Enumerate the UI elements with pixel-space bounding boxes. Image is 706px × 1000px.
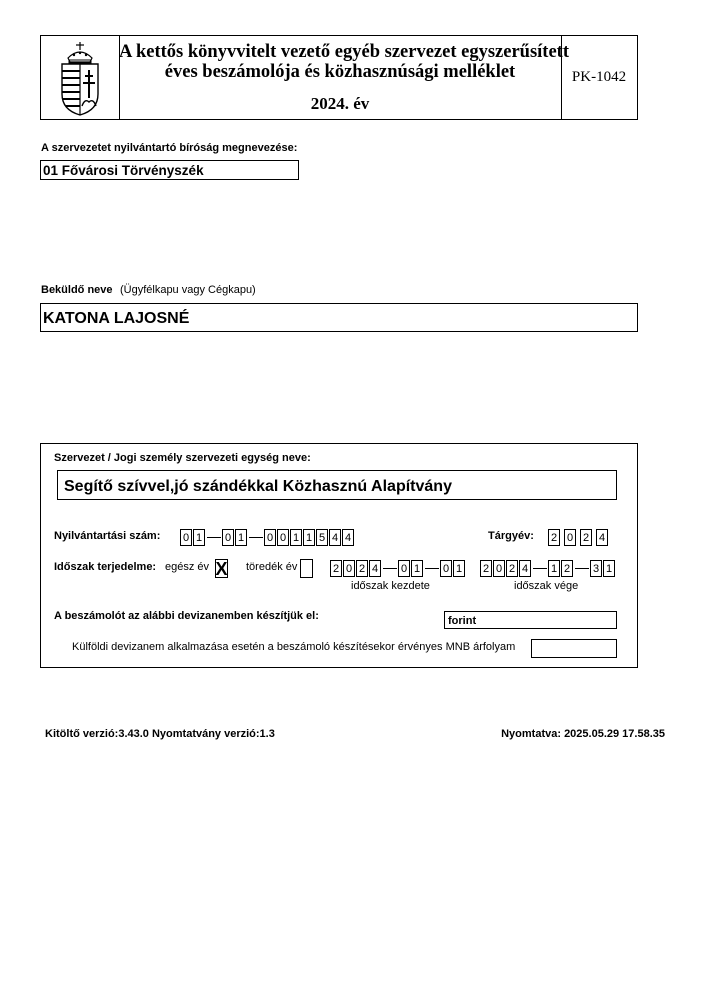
digit-box[interactable]: 1 bbox=[290, 529, 302, 546]
hungarian-coat-of-arms-icon bbox=[41, 36, 119, 119]
digit-box[interactable]: 0 bbox=[564, 529, 576, 546]
digit-separator bbox=[383, 568, 397, 569]
form-header bbox=[40, 35, 638, 120]
digit-box[interactable]: 0 bbox=[277, 529, 289, 546]
crest-cell bbox=[41, 36, 120, 119]
title-line-1: A kettős könyvvitelt vezető egyéb szervezet egyszerűsített bbox=[119, 42, 569, 62]
year-digits[interactable] bbox=[548, 528, 609, 547]
digit-box[interactable]: 2 bbox=[506, 560, 518, 577]
digit-box[interactable]: 4 bbox=[369, 560, 381, 577]
title-line-2: éves beszámolója és közhasznúsági melléklet bbox=[164, 62, 516, 82]
digit-box[interactable]: 3 bbox=[590, 560, 602, 577]
digit-box[interactable]: 0 bbox=[343, 560, 355, 577]
title-year: 2024. év bbox=[310, 94, 370, 113]
digit-box[interactable]: 4 bbox=[519, 560, 531, 577]
footer-printed: Nyomtatva: 2025.05.29 17.58.35 bbox=[501, 728, 665, 740]
partial-year-label: töredék év bbox=[246, 561, 298, 573]
digit-box[interactable]: 5 bbox=[316, 529, 328, 546]
digit-box[interactable]: 2 bbox=[330, 560, 342, 577]
partial-year-checkbox[interactable] bbox=[300, 559, 313, 578]
digit-separator bbox=[533, 568, 547, 569]
org-name-label: Szervezet / Jogi személy szervezeti egység neve: bbox=[54, 452, 311, 464]
digit-box[interactable]: 2 bbox=[561, 560, 573, 577]
fx-rate-label: Külföldi devizanem alkalmazása esetén a beszámoló készítésekor érvényes MNB árfolyam bbox=[72, 641, 516, 653]
digit-box[interactable]: 4 bbox=[342, 529, 354, 546]
period-end-caption: időszak vége bbox=[514, 580, 579, 592]
form-title bbox=[119, 36, 569, 119]
sender-label: Beküldő neve bbox=[41, 284, 113, 296]
org-name-field[interactable]: Segítő szívvel,jó szándékkal Közhasznú Alapítvány bbox=[57, 470, 617, 500]
period-start-caption: időszak kezdete bbox=[351, 580, 430, 592]
court-field[interactable]: 01 Fővárosi Törvényszék bbox=[40, 160, 299, 180]
digit-box[interactable]: 0 bbox=[264, 529, 276, 546]
period-label: Időszak terjedelme: bbox=[54, 561, 157, 573]
reg-number-label: Nyilvántartási szám: bbox=[54, 530, 161, 542]
digit-box[interactable]: 0 bbox=[493, 560, 505, 577]
digit-separator bbox=[575, 568, 589, 569]
court-label: A szervezetet nyilvántartó bíróság megnevezése: bbox=[41, 142, 298, 154]
sender-label-row bbox=[41, 280, 256, 298]
fx-rate-field[interactable] bbox=[531, 639, 617, 658]
digit-separator bbox=[249, 537, 263, 538]
form-code: PK-1042 bbox=[571, 69, 627, 85]
digit-separator bbox=[207, 537, 221, 538]
currency-label: A beszámolót az alábbi devizanemben készítjük el: bbox=[54, 610, 319, 622]
sender-field[interactable]: KATONA LAJOSNÉ bbox=[40, 303, 638, 332]
digit-box[interactable]: 1 bbox=[603, 560, 615, 577]
digit-box[interactable]: 1 bbox=[411, 560, 423, 577]
digit-box[interactable]: 2 bbox=[580, 529, 592, 546]
digit-box[interactable]: 4 bbox=[329, 529, 341, 546]
period-start-digits[interactable] bbox=[330, 559, 466, 578]
digit-box[interactable]: 4 bbox=[596, 529, 608, 546]
digit-box[interactable]: 1 bbox=[235, 529, 247, 546]
sender-hint: (Ügyfélkapu vagy Cégkapu) bbox=[119, 284, 256, 296]
digit-box[interactable]: 1 bbox=[303, 529, 315, 546]
digit-box[interactable]: 2 bbox=[356, 560, 368, 577]
year-label: Tárgyév: bbox=[488, 530, 534, 542]
footer-version: Kitöltő verzió:3.43.0 Nyomtatvány verzió:1.3 bbox=[45, 728, 275, 740]
digit-box[interactable]: 1 bbox=[193, 529, 205, 546]
digit-box[interactable]: 0 bbox=[222, 529, 234, 546]
digit-box[interactable]: 0 bbox=[440, 560, 452, 577]
digit-box[interactable]: 2 bbox=[548, 529, 560, 546]
reg-number-digits[interactable] bbox=[180, 528, 355, 547]
digit-separator bbox=[425, 568, 439, 569]
digit-box[interactable]: 0 bbox=[398, 560, 410, 577]
digit-box[interactable]: 2 bbox=[480, 560, 492, 577]
whole-year-checkbox[interactable]: X bbox=[215, 558, 228, 579]
digit-box[interactable]: 1 bbox=[548, 560, 560, 577]
digit-box[interactable]: 1 bbox=[453, 560, 465, 577]
currency-field[interactable]: forint bbox=[444, 611, 617, 629]
whole-year-label: egész év bbox=[165, 561, 210, 573]
period-end-digits[interactable] bbox=[480, 559, 616, 578]
digit-box[interactable]: 0 bbox=[180, 529, 192, 546]
